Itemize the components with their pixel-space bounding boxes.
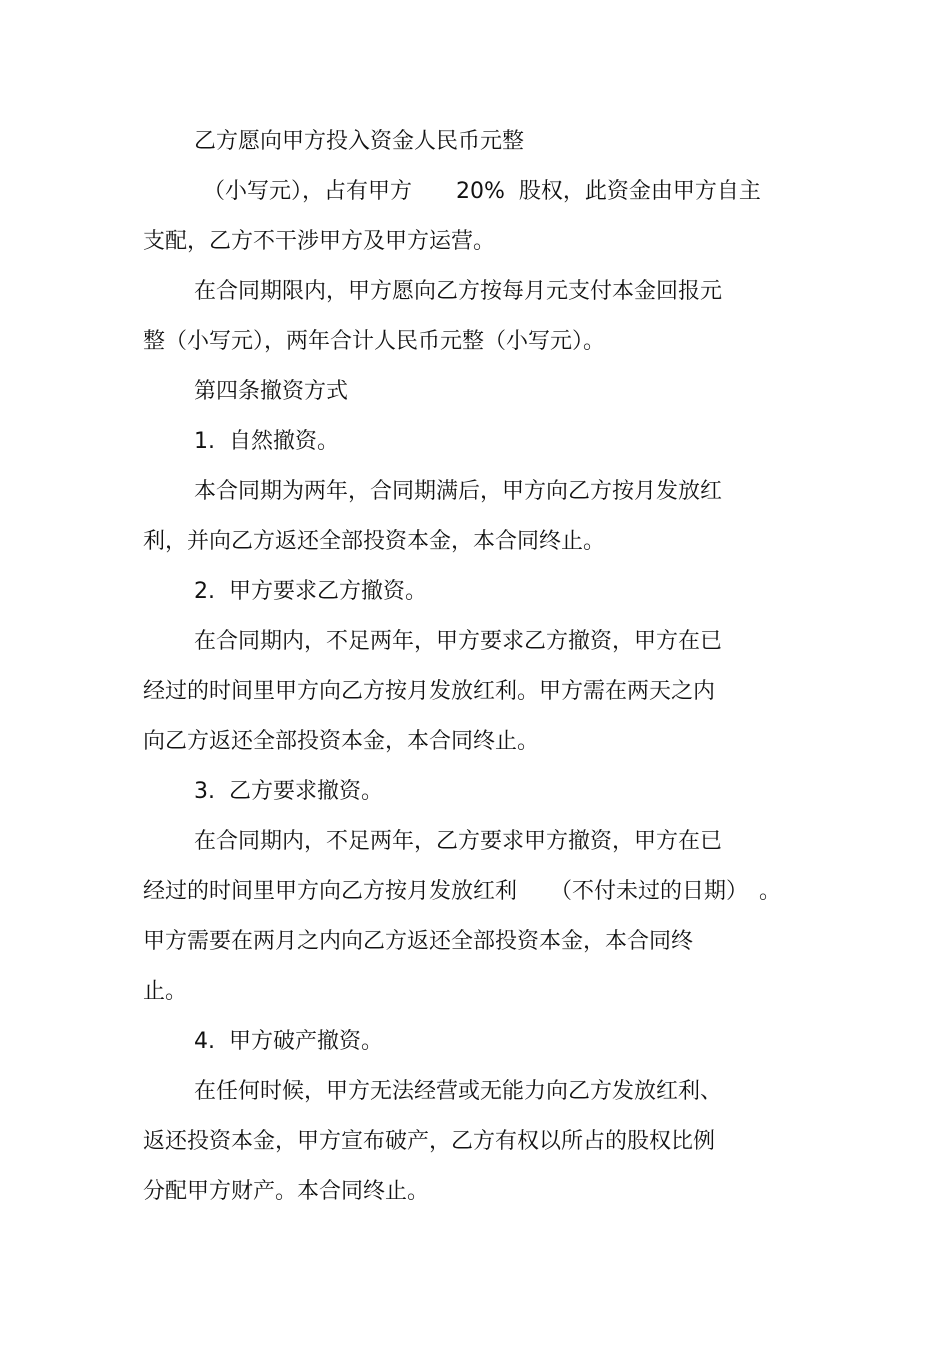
item-3-text-cont-2: 甲方需要在两月之内向乙方返还全部投资本金，本合同终 <box>143 929 694 954</box>
paragraph-investment-amount: 乙方愿向甲方投入资金人民币元整 <box>194 129 525 154</box>
item-4-text-cont-1: 返还投资本金，甲方宣布破产，乙方有权以所占的股权比例 <box>143 1129 716 1154</box>
item-2-heading: 2. 甲方要求乙方撤资。 <box>194 579 427 604</box>
paragraph-monthly-return-cont: 整（小写元），两年合计人民币元整（小写元）。 <box>143 329 606 354</box>
paragraph-monthly-return: 在合同期限内，甲方愿向乙方按每月元支付本金回报元 <box>194 279 723 304</box>
item-3-text: 在合同期内，不足两年，乙方要求甲方撤资，甲方在已 <box>194 829 723 854</box>
item-2-text-cont-2: 向乙方返还全部投资本金，本合同终止。 <box>143 729 540 754</box>
item-3-text-cont-3: 止。 <box>143 979 188 1004</box>
item-1-text: 本合同期为两年，合同期满后，甲方向乙方按月发放红 <box>194 479 723 504</box>
item-2-text-cont-1: 经过的时间里甲方向乙方按月发放红利。甲方需在两天之内 <box>143 679 716 704</box>
item-4-text-cont-2: 分配甲方财产。本合同终止。 <box>143 1179 430 1204</box>
item-3-text-cont-1: 经过的时间里甲方向乙方按月发放红利 （不付未过的日期） 。 <box>143 879 782 904</box>
item-4-text: 在任何时候，甲方无法经营或无能力向乙方发放红利、 <box>194 1079 723 1104</box>
item-4-heading: 4. 甲方破产撤资。 <box>194 1029 383 1054</box>
item-2-text: 在合同期内，不足两年，甲方要求乙方撤资，甲方在已 <box>194 629 723 654</box>
paragraph-equity-share: （小写元），占有甲方 20% 股权，此资金由甲方自主 <box>203 179 761 204</box>
section-heading-withdrawal: 第四条撤资方式 <box>194 379 349 404</box>
paragraph-equity-share-cont: 支配，乙方不干涉甲方及甲方运营。 <box>143 229 496 254</box>
item-1-text-cont: 利，并向乙方返还全部投资本金，本合同终止。 <box>143 529 606 554</box>
item-3-heading: 3. 乙方要求撤资。 <box>194 779 383 804</box>
item-1-heading: 1. 自然撤资。 <box>194 429 339 454</box>
